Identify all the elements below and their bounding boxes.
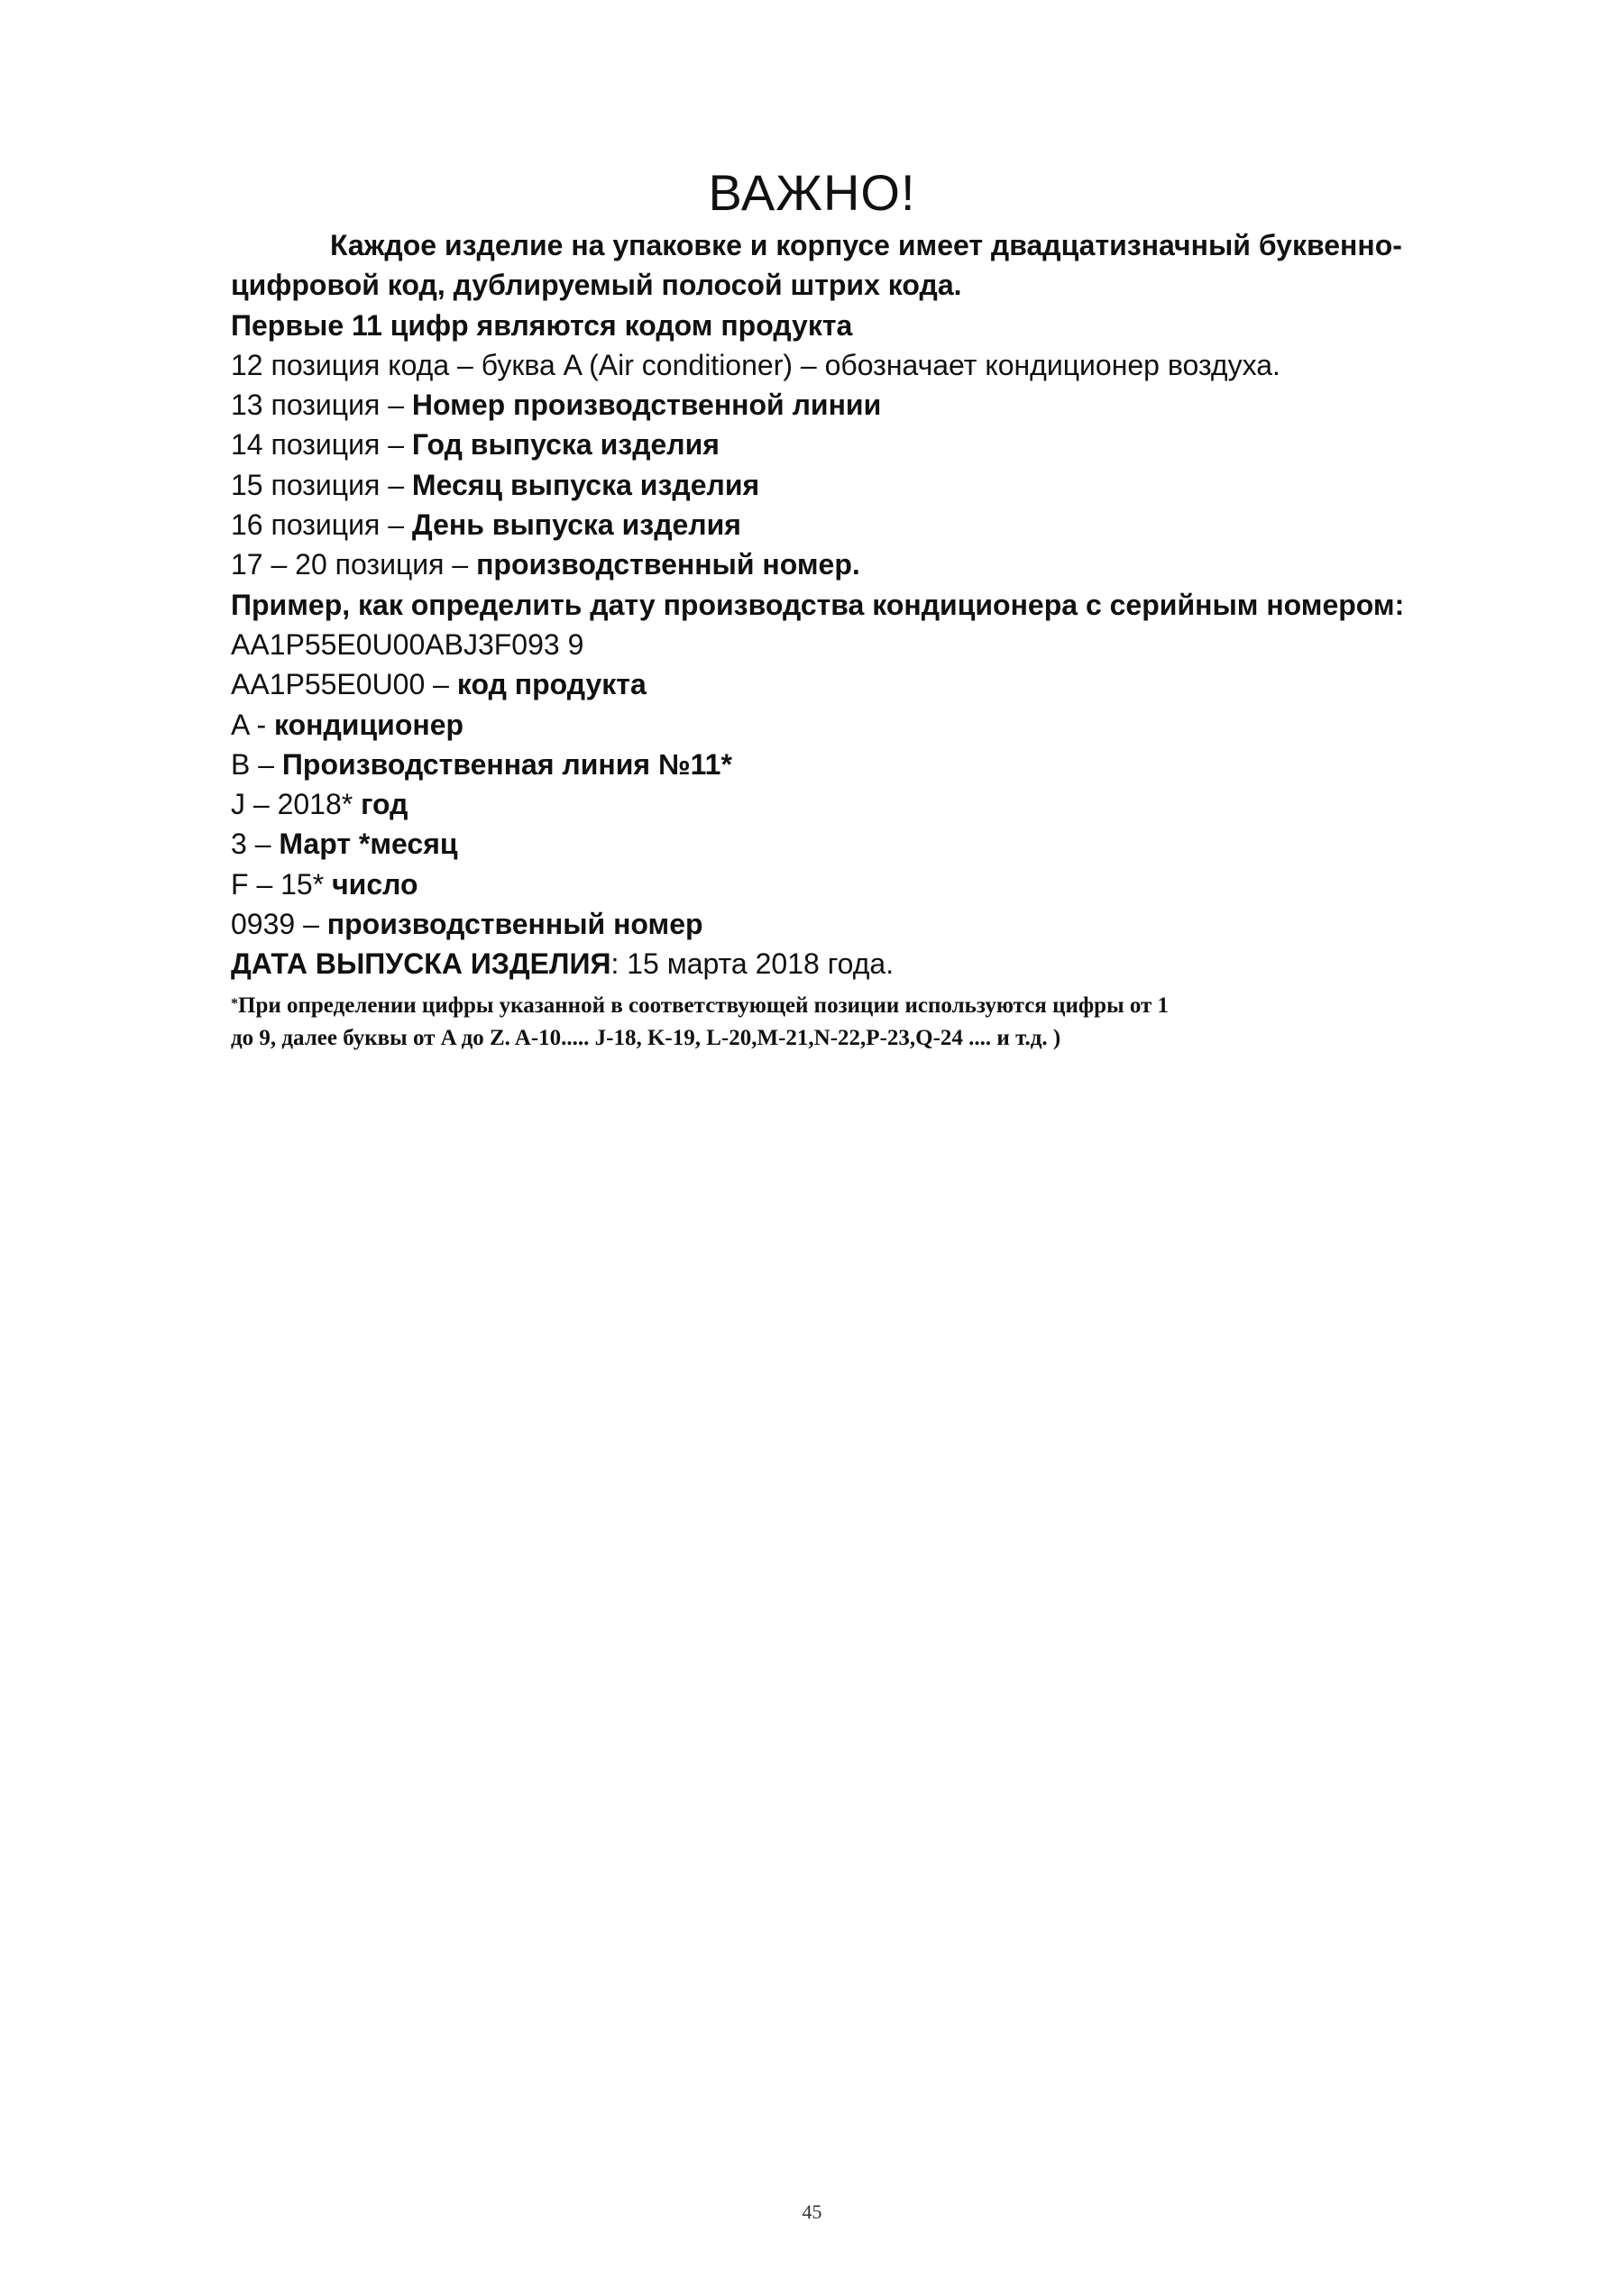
example-code: B – — [231, 747, 282, 781]
footnote — [231, 990, 1421, 1055]
intro-line-2: цифровой код, дублируемый полосой штрих кода. — [231, 269, 962, 302]
position-text: День выпуска изделия — [411, 508, 741, 542]
position-prefix: 15 позиция – — [231, 468, 412, 501]
body-text — [231, 225, 1403, 984]
production-date-value: : 15 марта 2018 года. — [610, 947, 895, 981]
position-line-5 — [231, 465, 1403, 505]
position-prefix: 12 позиция кода – — [231, 348, 482, 381]
footnote-text: При определении цифры указанной в соответствующей позиции используются цифры от 1 — [238, 993, 1170, 1018]
example-meaning: Март *месяц — [279, 828, 458, 861]
example-code: J – 2018* — [231, 788, 362, 821]
example-line-1 — [231, 664, 1403, 704]
intro-line-1: Каждое изделие на упаковке и корпусе имеет двадцатизначный буквенно- — [330, 229, 1402, 261]
example-line-4 — [231, 784, 1403, 824]
position-line-2 — [231, 345, 1403, 385]
example-meaning: год — [361, 788, 408, 821]
example-meaning: число — [332, 867, 418, 901]
example-line-5 — [231, 824, 1403, 864]
example-meaning: Производственная линия №11* — [281, 747, 732, 781]
position-text: Номер производственной линии — [411, 389, 882, 422]
example-meaning: производственный номер — [326, 908, 703, 941]
position-line-6 — [231, 505, 1403, 544]
example-meaning: кондиционер — [274, 708, 464, 741]
position-text: Год выпуска изделия — [411, 428, 720, 462]
position-line-3 — [231, 385, 1403, 425]
page-heading: ВАЖНО! — [708, 164, 916, 221]
example-code: F – 15* — [231, 867, 333, 901]
position-line-4 — [231, 425, 1403, 464]
footnote-marker: * — [231, 996, 238, 1011]
position-text: Первые 11 цифр являются кодом продукта — [231, 308, 853, 342]
position-text: производственный номер. — [476, 548, 860, 581]
position-line-1 — [231, 306, 1403, 345]
example-code: 3 – — [231, 828, 280, 861]
position-prefix: 14 позиция – — [231, 428, 412, 462]
position-text: Месяц выпуска изделия — [411, 468, 760, 501]
position-prefix: 17 – 20 позиция – — [231, 548, 477, 581]
example-line-6 — [231, 864, 1403, 904]
example-code: 0939 – — [231, 908, 327, 941]
example-line-7 — [231, 904, 1403, 944]
footnote-line-1 — [231, 990, 1421, 1022]
example-line-2 — [231, 705, 1403, 745]
page-number: 45 — [802, 2200, 822, 2223]
example-line-3 — [231, 745, 1403, 784]
example-meaning: код продукта — [456, 668, 647, 701]
example-serial: AA1P55E0U00ABJ3F093 9 — [231, 627, 584, 661]
example-code: A - — [231, 708, 275, 741]
footnote-line-2: до 9, далее буквы от A до Z. A-10..... J-18, K-19, L-20,M-21,N-22,P-23,Q-24 .... и т.д. ) — [231, 1026, 1061, 1050]
position-text: буква A (Air conditioner) – обозначает кондиционер воздуха. — [481, 348, 1280, 381]
production-date-line — [231, 944, 1403, 983]
position-prefix: 13 позиция – — [231, 389, 412, 422]
example-title: Пример, как определить дату производства кондиционера с серийным номером: — [231, 588, 1405, 621]
example-code: AA1P55E0U00 – — [231, 668, 457, 701]
position-line-7 — [231, 544, 1403, 584]
production-date-label: ДАТА ВЫПУСКА ИЗДЕЛИЯ — [231, 947, 611, 981]
position-prefix: 16 позиция – — [231, 508, 412, 542]
